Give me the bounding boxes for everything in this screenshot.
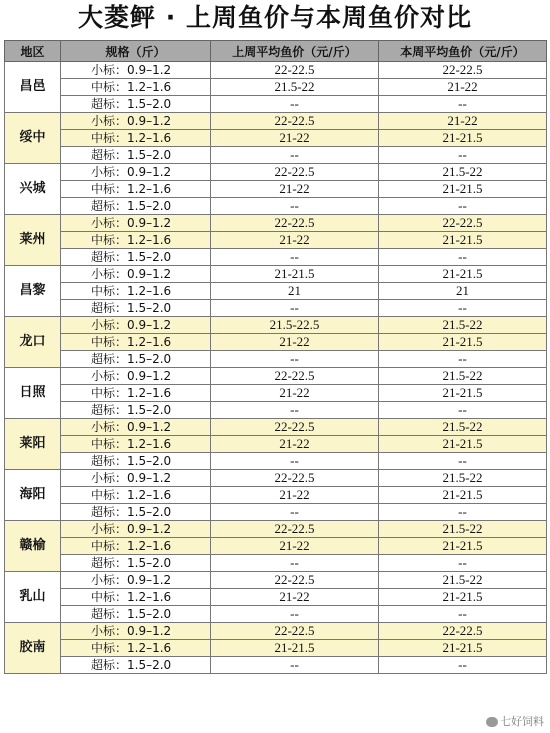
this-week-price-cell: -- bbox=[379, 249, 547, 266]
last-week-price-cell: 21-22 bbox=[211, 181, 379, 198]
spec-cell: 小标：0.9–1.2 bbox=[61, 164, 211, 181]
last-week-price-cell: -- bbox=[211, 657, 379, 674]
last-week-price-cell: 21-21.5 bbox=[211, 266, 379, 283]
last-week-price-cell: 21 bbox=[211, 283, 379, 300]
last-week-price-cell: 22-22.5 bbox=[211, 572, 379, 589]
table-row bbox=[5, 232, 547, 249]
region-cell: 龙口 bbox=[5, 317, 61, 368]
last-week-price-cell: 21-22 bbox=[211, 538, 379, 555]
spec-cell: 小标：0.9–1.2 bbox=[61, 113, 211, 130]
last-week-price-cell: 21-22 bbox=[211, 436, 379, 453]
last-week-price-cell: -- bbox=[211, 300, 379, 317]
table-row bbox=[5, 572, 547, 589]
spec-cell: 超标：1.5–2.0 bbox=[61, 96, 211, 113]
table-row bbox=[5, 657, 547, 674]
spec-cell: 中标：1.2–1.6 bbox=[61, 640, 211, 657]
last-week-price-cell: 22-22.5 bbox=[211, 113, 379, 130]
last-week-price-cell: -- bbox=[211, 453, 379, 470]
this-week-price-cell: 21-21.5 bbox=[379, 640, 547, 657]
this-week-price-cell: -- bbox=[379, 504, 547, 521]
table-row bbox=[5, 351, 547, 368]
header-region: 地区 bbox=[5, 41, 61, 62]
table-row bbox=[5, 283, 547, 300]
last-week-price-cell: 22-22.5 bbox=[211, 164, 379, 181]
last-week-price-cell: 22-22.5 bbox=[211, 368, 379, 385]
this-week-price-cell: 21.5-22 bbox=[379, 164, 547, 181]
this-week-price-cell: 21-21.5 bbox=[379, 487, 547, 504]
table-row bbox=[5, 215, 547, 232]
table-row bbox=[5, 62, 547, 79]
spec-cell: 超标：1.5–2.0 bbox=[61, 504, 211, 521]
last-week-price-cell: 21-22 bbox=[211, 589, 379, 606]
this-week-price-cell: 21-22 bbox=[379, 113, 547, 130]
table-row bbox=[5, 368, 547, 385]
table-row bbox=[5, 300, 547, 317]
region-cell: 莱阳 bbox=[5, 419, 61, 470]
spec-cell: 中标：1.2–1.6 bbox=[61, 283, 211, 300]
table-row bbox=[5, 79, 547, 96]
spec-cell: 超标：1.5–2.0 bbox=[61, 606, 211, 623]
this-week-price-cell: 21.5-22 bbox=[379, 317, 547, 334]
spec-cell: 小标：0.9–1.2 bbox=[61, 623, 211, 640]
this-week-price-cell: 21.5-22 bbox=[379, 368, 547, 385]
region-cell: 赣榆 bbox=[5, 521, 61, 572]
page-title: 大菱鲆 · 上周鱼价与本周鱼价对比 bbox=[78, 3, 472, 32]
spec-cell: 中标：1.2–1.6 bbox=[61, 181, 211, 198]
table-row bbox=[5, 453, 547, 470]
this-week-price-cell: 21-21.5 bbox=[379, 334, 547, 351]
last-week-price-cell: 21-22 bbox=[211, 232, 379, 249]
table-row bbox=[5, 164, 547, 181]
spec-cell: 中标：1.2–1.6 bbox=[61, 232, 211, 249]
table-row bbox=[5, 521, 547, 538]
table-row bbox=[5, 487, 547, 504]
table-row bbox=[5, 470, 547, 487]
table-row bbox=[5, 113, 547, 130]
spec-cell: 中标：1.2–1.6 bbox=[61, 385, 211, 402]
last-week-price-cell: 21.5-22 bbox=[211, 79, 379, 96]
spec-cell: 超标：1.5–2.0 bbox=[61, 351, 211, 368]
this-week-price-cell: 22-22.5 bbox=[379, 215, 547, 232]
this-week-price-cell: -- bbox=[379, 300, 547, 317]
this-week-price-cell: 21-21.5 bbox=[379, 385, 547, 402]
watermark-text: 七好饲料 bbox=[500, 715, 544, 728]
region-cell: 胶南 bbox=[5, 623, 61, 674]
spec-cell: 超标：1.5–2.0 bbox=[61, 402, 211, 419]
spec-cell: 超标：1.5–2.0 bbox=[61, 147, 211, 164]
region-cell: 莱州 bbox=[5, 215, 61, 266]
this-week-price-cell: 21-21.5 bbox=[379, 181, 547, 198]
this-week-price-cell: 21.5-22 bbox=[379, 419, 547, 436]
spec-cell: 小标：0.9–1.2 bbox=[61, 572, 211, 589]
table-row bbox=[5, 555, 547, 572]
region-cell: 乳山 bbox=[5, 572, 61, 623]
spec-cell: 超标：1.5–2.0 bbox=[61, 657, 211, 674]
last-week-price-cell: -- bbox=[211, 351, 379, 368]
this-week-price-cell: -- bbox=[379, 606, 547, 623]
spec-cell: 中标：1.2–1.6 bbox=[61, 79, 211, 96]
last-week-price-cell: -- bbox=[211, 147, 379, 164]
spec-cell: 超标：1.5–2.0 bbox=[61, 453, 211, 470]
table-body bbox=[5, 62, 547, 674]
table-row bbox=[5, 623, 547, 640]
this-week-price-cell: 21-21.5 bbox=[379, 232, 547, 249]
last-week-price-cell: 22-22.5 bbox=[211, 470, 379, 487]
spec-cell: 超标：1.5–2.0 bbox=[61, 300, 211, 317]
table-row bbox=[5, 317, 547, 334]
last-week-price-cell: 21-22 bbox=[211, 130, 379, 147]
table-row bbox=[5, 402, 547, 419]
header-this-week-price: 本周平均鱼价（元/斤） bbox=[379, 41, 547, 62]
last-week-price-cell: -- bbox=[211, 96, 379, 113]
last-week-price-cell: 21-22 bbox=[211, 334, 379, 351]
spec-cell: 小标：0.9–1.2 bbox=[61, 62, 211, 79]
price-comparison-table bbox=[4, 40, 547, 674]
this-week-price-cell: 21 bbox=[379, 283, 547, 300]
this-week-price-cell: -- bbox=[379, 198, 547, 215]
spec-cell: 中标：1.2–1.6 bbox=[61, 334, 211, 351]
region-cell: 兴城 bbox=[5, 164, 61, 215]
this-week-price-cell: -- bbox=[379, 555, 547, 572]
table-row bbox=[5, 538, 547, 555]
spec-cell: 小标：0.9–1.2 bbox=[61, 317, 211, 334]
region-cell: 昌邑 bbox=[5, 62, 61, 113]
spec-cell: 中标：1.2–1.6 bbox=[61, 538, 211, 555]
table-row bbox=[5, 130, 547, 147]
table-row bbox=[5, 640, 547, 657]
table-row bbox=[5, 147, 547, 164]
spec-cell: 小标：0.9–1.2 bbox=[61, 215, 211, 232]
this-week-price-cell: 21-21.5 bbox=[379, 266, 547, 283]
region-cell: 日照 bbox=[5, 368, 61, 419]
last-week-price-cell: 21-21.5 bbox=[211, 640, 379, 657]
spec-cell: 小标：0.9–1.2 bbox=[61, 266, 211, 283]
spec-cell: 中标：1.2–1.6 bbox=[61, 436, 211, 453]
region-cell: 绥中 bbox=[5, 113, 61, 164]
this-week-price-cell: -- bbox=[379, 96, 547, 113]
this-week-price-cell: 21-22 bbox=[379, 79, 547, 96]
table-row bbox=[5, 436, 547, 453]
table-row bbox=[5, 181, 547, 198]
this-week-price-cell: 21.5-22 bbox=[379, 572, 547, 589]
last-week-price-cell: -- bbox=[211, 249, 379, 266]
last-week-price-cell: -- bbox=[211, 606, 379, 623]
table-row bbox=[5, 504, 547, 521]
spec-cell: 小标：0.9–1.2 bbox=[61, 368, 211, 385]
spec-cell: 中标：1.2–1.6 bbox=[61, 130, 211, 147]
spec-cell: 超标：1.5–2.0 bbox=[61, 555, 211, 572]
table-row bbox=[5, 198, 547, 215]
this-week-price-cell: 21-21.5 bbox=[379, 436, 547, 453]
last-week-price-cell: 22-22.5 bbox=[211, 419, 379, 436]
wechat-icon bbox=[486, 717, 498, 727]
this-week-price-cell: 22-22.5 bbox=[379, 62, 547, 79]
table-row bbox=[5, 266, 547, 283]
header-last-week-price: 上周平均鱼价（元/斤） bbox=[211, 41, 379, 62]
spec-cell: 中标：1.2–1.6 bbox=[61, 589, 211, 606]
this-week-price-cell: 21.5-22 bbox=[379, 470, 547, 487]
last-week-price-cell: -- bbox=[211, 198, 379, 215]
last-week-price-cell: 21-22 bbox=[211, 385, 379, 402]
region-cell: 海阳 bbox=[5, 470, 61, 521]
last-week-price-cell: -- bbox=[211, 555, 379, 572]
table-row bbox=[5, 334, 547, 351]
this-week-price-cell: 21-21.5 bbox=[379, 589, 547, 606]
this-week-price-cell: -- bbox=[379, 453, 547, 470]
this-week-price-cell: 22-22.5 bbox=[379, 623, 547, 640]
spec-cell: 小标：0.9–1.2 bbox=[61, 521, 211, 538]
table-row bbox=[5, 249, 547, 266]
last-week-price-cell: 22-22.5 bbox=[211, 215, 379, 232]
this-week-price-cell: 21-21.5 bbox=[379, 130, 547, 147]
region-cell: 昌黎 bbox=[5, 266, 61, 317]
last-week-price-cell: 22-22.5 bbox=[211, 62, 379, 79]
table-row bbox=[5, 96, 547, 113]
this-week-price-cell: 21-21.5 bbox=[379, 538, 547, 555]
last-week-price-cell: 21.5-22.5 bbox=[211, 317, 379, 334]
last-week-price-cell: 22-22.5 bbox=[211, 623, 379, 640]
table-header-row bbox=[5, 41, 547, 62]
header-spec: 规格（斤） bbox=[61, 41, 211, 62]
this-week-price-cell: -- bbox=[379, 351, 547, 368]
table-row bbox=[5, 589, 547, 606]
table-row bbox=[5, 606, 547, 623]
spec-cell: 小标：0.9–1.2 bbox=[61, 419, 211, 436]
this-week-price-cell: -- bbox=[379, 402, 547, 419]
spec-cell: 超标：1.5–2.0 bbox=[61, 249, 211, 266]
spec-cell: 中标：1.2–1.6 bbox=[61, 487, 211, 504]
table-row bbox=[5, 419, 547, 436]
last-week-price-cell: 21-22 bbox=[211, 487, 379, 504]
table-row bbox=[5, 385, 547, 402]
last-week-price-cell: -- bbox=[211, 504, 379, 521]
this-week-price-cell: -- bbox=[379, 147, 547, 164]
this-week-price-cell: -- bbox=[379, 657, 547, 674]
spec-cell: 小标：0.9–1.2 bbox=[61, 470, 211, 487]
last-week-price-cell: 22-22.5 bbox=[211, 521, 379, 538]
watermark bbox=[486, 713, 544, 729]
this-week-price-cell: 21.5-22 bbox=[379, 521, 547, 538]
last-week-price-cell: -- bbox=[211, 402, 379, 419]
spec-cell: 超标：1.5–2.0 bbox=[61, 198, 211, 215]
